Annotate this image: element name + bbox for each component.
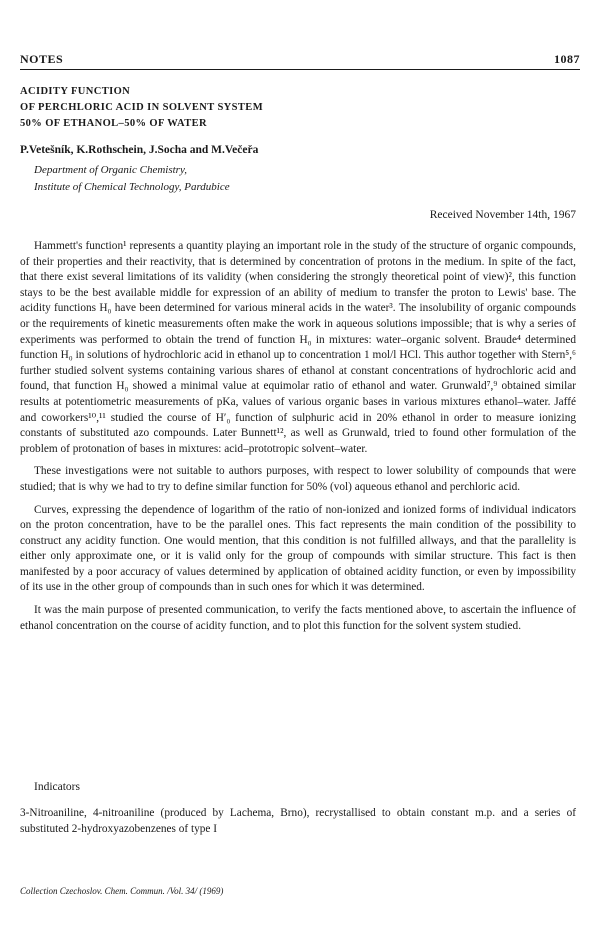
article-body	[20, 239, 576, 641]
title-line-3: 50% OF ETHANOL–50% OF WATER	[20, 118, 207, 129]
section-heading: Indicators	[34, 781, 80, 793]
indicators-paragraph: 3-Nitroaniline, 4-nitroaniline (produced by Lachema, Brno), recrystallised to obtain constant m.p. and a series of substituted 2-hydroxyazobenzenes of type I	[20, 807, 576, 835]
title-line-1: ACIDITY FUNCTION	[20, 86, 131, 97]
affiliation-institute: Institute of Chemical Technology, Pardubice	[34, 181, 230, 193]
received-date: Received November 14th, 1967	[429, 209, 576, 221]
article-title	[20, 84, 263, 132]
running-header	[20, 52, 580, 70]
title-line-2: OF PERCHLORIC ACID IN SOLVENT SYSTEM	[20, 102, 264, 113]
body-paragraph: Curves, expressing the dependence of logarithm of the ratio of non-ionized and ionized forms of individual indicators on the proton concentration, have to be the parallel ones. This fact represents the main condition of the possibility to construct any acidity function. One would mention, that this condition is not fulfilled allways, and that the parallelity is either only approximate one, or it is valid only for the group of compounds with similar structure. This fact is then manifested by a poor accuracy of values determined by application of obtained acidity function, or even by impossibility of its use in the other group of compounds than in such ones for which it was determined.	[20, 503, 576, 594]
affiliation	[34, 162, 230, 196]
body-paragraph: It was the main purpose of presented communication, to verify the facts mentioned above, to ascertain the influence of ethanol concentration on the course of acidity function, and to plot this function for the solvent system studied.	[20, 604, 576, 632]
journal-footer: Collection Czechoslov. Chem. Commun. /Vol. 34/ (1969)	[20, 886, 224, 896]
body-paragraph: These investigations were not suitable to authors purposes, with respect to lower solubility of compounds that were studied; that is why we had to try to define similar function for 50% (vol) aqueous ethanol and perchloric acid.	[20, 465, 576, 493]
body-paragraph: Hammett's function¹ represents a quantity playing an important role in the study of the structure of organic compounds, of their properties and their reactivity, that is determined by concentration of protons in the medium. In spite of the fact, that there exist several limitations of its validity (when considering the strongly theoretical point of view)², this function stays to be the best available middle for expression of an ability of medium to transfer the proton to Lewis' base. The acidity functions H₀ have been determined for various mineral acids in the water³. The insolubility of organic compounds or the requirements of kinetic measurements often make the work in aqueous solutions impossible; that is why a series of experiments was performed to obtain the trend of function H₀ in mixtures: water–organic solvent. Braude⁴ determined function H₀ in solutions of hydrochloric acid in ethanol up to concentration 1 mol/l HCl. This author together with Stern⁵,⁶ further studied solvent systems containing various shares of ethanol at constant concentrations of hydrochloric acid and found, that function H₀ showed a minimal value at equimolar ratio of ethanol and water. Grunwald⁷,⁹ obtained similar results at potentiometric measurements of pKa, values of various organic bases in various mixtures ethanol–water. Jaffé and coworkers¹⁰,¹¹ studied the course of H′₀ function of sulphuric acid in 20% ethanol in order to measure ionizing constants of substituted azo compounds. Later Bunnett¹², as well as Grunwald, tried to found other formulation of the problem of protonation of bases in mixtures: acid–prototropic solvent–water.	[20, 240, 576, 455]
section-label: NOTES	[20, 52, 64, 66]
affiliation-department: Department of Organic Chemistry,	[34, 164, 187, 176]
author-list: P.Vetešník, K.Rothschein, J.Socha and M.Večeřa	[20, 144, 259, 156]
page-number: 1087	[554, 52, 580, 66]
